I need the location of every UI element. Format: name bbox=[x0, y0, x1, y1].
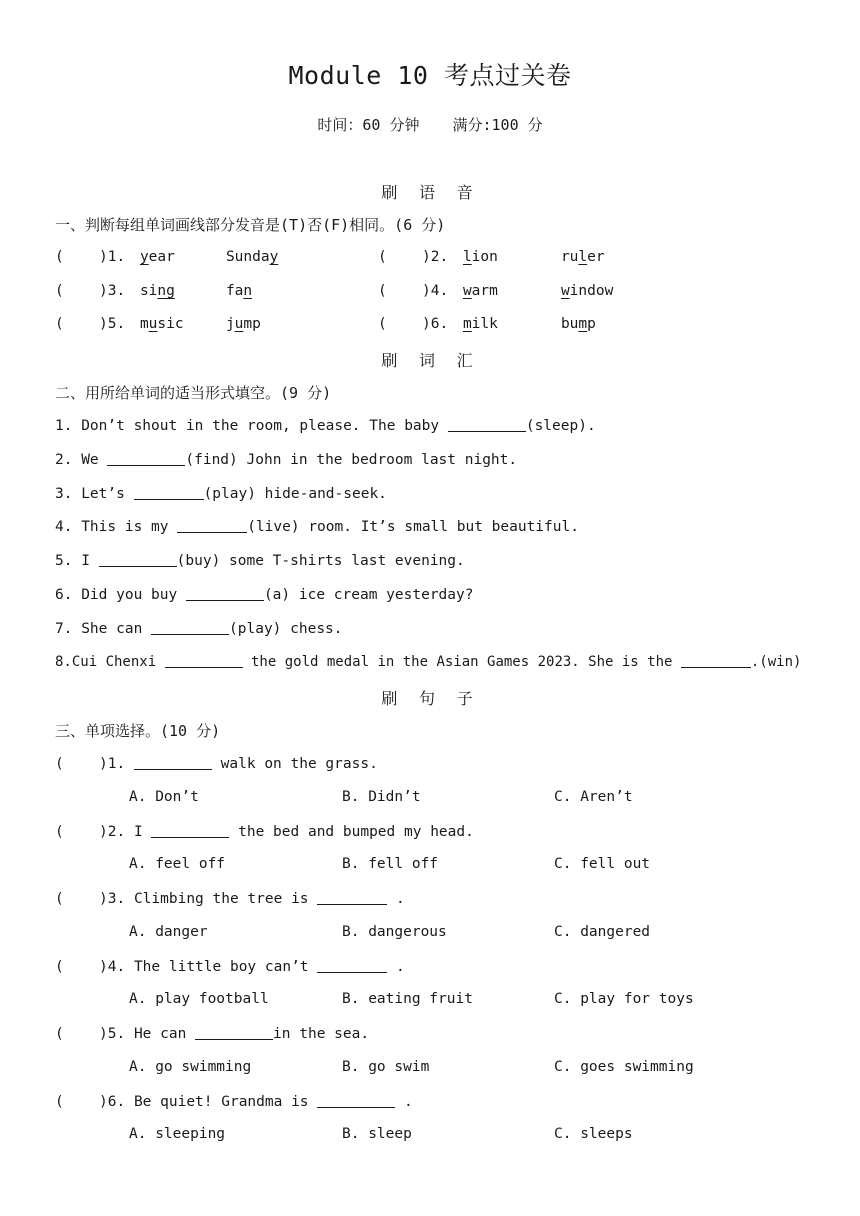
fill-blank-item: 4. This is my (live) room. It’s small but beautiful. bbox=[55, 519, 579, 535]
answer-bracket[interactable]: ( bbox=[378, 316, 387, 332]
answer-blank bbox=[317, 890, 387, 905]
option-a[interactable]: A. sleeping bbox=[129, 1126, 226, 1142]
answer-bracket[interactable]: ( bbox=[55, 316, 64, 332]
option-a[interactable]: A. go swimming bbox=[129, 1059, 252, 1075]
fill-blank-item: 6. Did you buy (a) ice cream yesterday? bbox=[55, 587, 474, 603]
option-b[interactable]: B. go swim bbox=[342, 1059, 430, 1075]
mc-question: ( )1. walk on the grass. bbox=[55, 756, 378, 772]
answer-bracket[interactable]: ( bbox=[55, 1026, 64, 1042]
answer-blank[interactable] bbox=[448, 417, 526, 432]
fill-blank-item: 2. We (find) John in the bedroom last night. bbox=[55, 452, 518, 468]
full-score: 满分:100 分 bbox=[452, 116, 543, 134]
option-a[interactable]: A. play football bbox=[129, 991, 269, 1007]
option-a[interactable]: A. danger bbox=[129, 924, 208, 940]
option-c[interactable]: C. fell out bbox=[554, 856, 651, 872]
phonics-item: ( )1. year Sunday bbox=[55, 249, 279, 265]
answer-blank[interactable] bbox=[165, 653, 243, 668]
answer-bracket[interactable]: ( bbox=[55, 824, 64, 840]
answer-bracket[interactable]: ( bbox=[55, 959, 64, 975]
mc-question: ( )6. Be quiet! Grandma is . bbox=[55, 1094, 413, 1110]
page-title: Module 10 考点过关卷 bbox=[288, 61, 572, 90]
section1-instruction: 一、判断每组单词画线部分发音是(T)否(F)相同。(6 分) bbox=[55, 216, 446, 234]
answer-bracket[interactable]: ( bbox=[378, 249, 387, 265]
answer-blank[interactable] bbox=[681, 653, 751, 668]
answer-blank[interactable] bbox=[134, 485, 204, 500]
phonics-item: ( )3. sing fan bbox=[55, 283, 253, 299]
section-heading-sentences: 刷 句 子 bbox=[381, 689, 479, 708]
answer-blank[interactable] bbox=[186, 586, 264, 601]
option-c[interactable]: C. dangered bbox=[554, 924, 651, 940]
answer-bracket[interactable]: ( bbox=[55, 1094, 64, 1110]
time-limit: 时间：60 分钟 bbox=[317, 116, 420, 134]
option-c[interactable]: C. sleeps bbox=[554, 1126, 633, 1142]
mc-question: ( )3. Climbing the tree is . bbox=[55, 891, 405, 907]
option-a[interactable]: A. Don’t bbox=[129, 789, 199, 805]
option-b[interactable]: B. eating fruit bbox=[342, 991, 473, 1007]
answer-blank[interactable] bbox=[151, 620, 229, 635]
answer-blank[interactable] bbox=[99, 552, 177, 567]
answer-blank bbox=[317, 1093, 395, 1108]
option-c[interactable]: C. play for toys bbox=[554, 991, 694, 1007]
phonics-item: ( )2. lion ruler bbox=[378, 249, 605, 265]
answer-blank[interactable] bbox=[107, 451, 185, 466]
section3-instruction: 三、单项选择。(10 分) bbox=[55, 722, 221, 740]
fill-blank-item: 7. She can (play) chess. bbox=[55, 621, 343, 637]
section2-instruction: 二、用所给单词的适当形式填空。(9 分) bbox=[55, 384, 332, 402]
answer-blank bbox=[317, 958, 387, 973]
fill-blank-item: 3. Let’s (play) hide-and-seek. bbox=[55, 486, 387, 502]
answer-bracket[interactable]: ( bbox=[55, 283, 64, 299]
answer-bracket[interactable]: ( bbox=[55, 891, 64, 907]
mc-question: ( )2. I the bed and bumped my head. bbox=[55, 824, 474, 840]
option-b[interactable]: B. fell off bbox=[342, 856, 439, 872]
fill-blank-item: 1. Don’t shout in the room, please. The baby (sleep). bbox=[55, 418, 596, 434]
answer-blank[interactable] bbox=[177, 518, 247, 533]
option-b[interactable]: B. Didn’t bbox=[342, 789, 421, 805]
fill-blank-item: 5. I (buy) some T-shirts last evening. bbox=[55, 553, 465, 569]
fill-blank-item: 8.Cui Chenxi the gold medal in the Asian Games 2023. She is the .(win) bbox=[55, 654, 802, 670]
mc-question: ( )4. The little boy can’t . bbox=[55, 959, 405, 975]
answer-blank bbox=[151, 823, 229, 838]
option-c[interactable]: C. goes swimming bbox=[554, 1059, 694, 1075]
option-b[interactable]: B. dangerous bbox=[342, 924, 447, 940]
option-b[interactable]: B. sleep bbox=[342, 1126, 412, 1142]
answer-blank bbox=[195, 1025, 273, 1040]
phonics-item: ( )5. music jump bbox=[55, 316, 261, 332]
option-c[interactable]: C. Aren’t bbox=[554, 789, 633, 805]
phonics-item: ( )6. milk bump bbox=[378, 316, 596, 332]
section-heading-vocabulary: 刷 词 汇 bbox=[381, 351, 479, 370]
mc-question: ( )5. He can in the sea. bbox=[55, 1026, 370, 1042]
option-a[interactable]: A. feel off bbox=[129, 856, 226, 872]
answer-blank bbox=[134, 755, 212, 770]
exam-info bbox=[0, 114, 860, 135]
phonics-item: ( )4. warm window bbox=[378, 283, 614, 299]
answer-bracket[interactable]: ( bbox=[55, 249, 64, 265]
answer-bracket[interactable]: ( bbox=[55, 756, 64, 772]
section-heading-phonics: 刷 语 音 bbox=[381, 183, 479, 202]
answer-bracket[interactable]: ( bbox=[378, 283, 387, 299]
